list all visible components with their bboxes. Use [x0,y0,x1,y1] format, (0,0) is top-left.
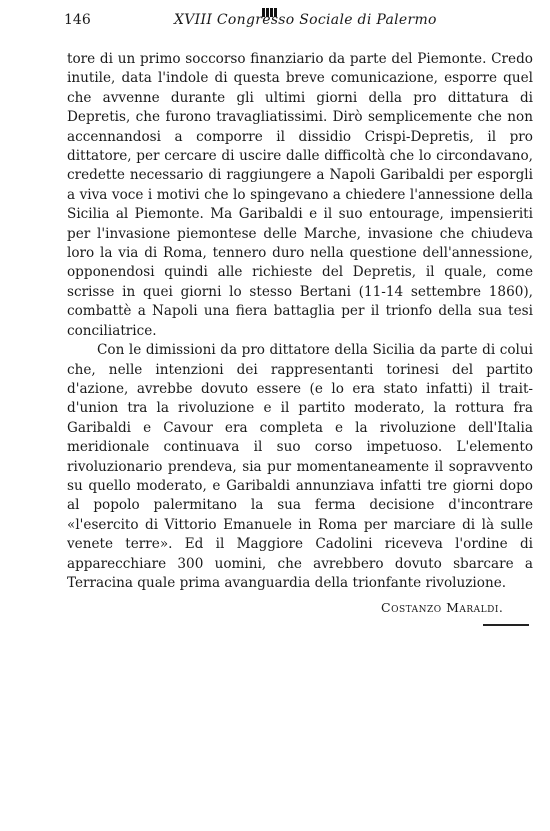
paragraph: Con le dimissioni da pro dittatore della Sicilia da parte di colui che, nelle intenzioni dei rappresentanti torinesi del partito d'azione, avrebbe dovuto essere (e lo era stato infatti) il trait-d'union tra la rivoluzione e il partito moderato, la rottura fra Garibaldi e Cavour era completa e la rivoluzione dell'Italia meridionale continuava il suo corso impetuoso. L'elemento rivoluzionario prendeva, sia pur momentaneamente il sopravvento su quello moderato, e Garibaldi annunziava infatti tre giorni dopo al popolo palermitano la sua ferma decisione d'incontrare «l'esercito di Vittorio Emanuele in Roma per marciare di là sulle venete terre». Ed il Maggiore Cadolini riceveva l'ordine di apparecchiare 300 uomini, che avrebbero dovuto sbarcare a Terracina quale prima avanguardia della trionfante rivoluzione. [67,342,533,591]
running-head: XVIII Congresso Sociale di Palermo [174,12,437,28]
library-stamp-mark [262,2,280,12]
paragraph: tore di un primo soccorso finanziario da parte del Piemonte. Credo inutile, data l'indole di questa breve comunicazione, esporre quel che avvenne durante gli ultimi giorni della pro dittatura di Depretis, che furono travagliatissimi. Dirò semplicemente che non accennandosi a comporre il dissidio Crispi-Depretis, il pro dittatore, per cercare di uscire dalle difficoltà che lo circondavano, credette necessario di raggiungere a Napoli Garibaldi per esporgli a viva voce i motivi che lo spingevano a chiedere l'annessione della Sicilia al Piemonte. Ma Garibaldi e il suo entourage, impensieriti per l'invasione piemontese delle Marche, invasione che chiudeva loro la via di Roma, tennero duro nella questione dell'annessione, opponendosi quindi alle richieste del Depretis, il quale, come scrisse in quei giorni lo stesso Bertani (11-14 settembre 1860), combattè a Napoli una fiera battaglia per il trionfo della sua tesi conciliatrice. [67,51,533,339]
article-body [67,50,533,593]
signature-rule [483,624,529,626]
author-signature: Costanzo Maraldi. [381,600,504,615]
page-number: 146 [64,12,91,28]
